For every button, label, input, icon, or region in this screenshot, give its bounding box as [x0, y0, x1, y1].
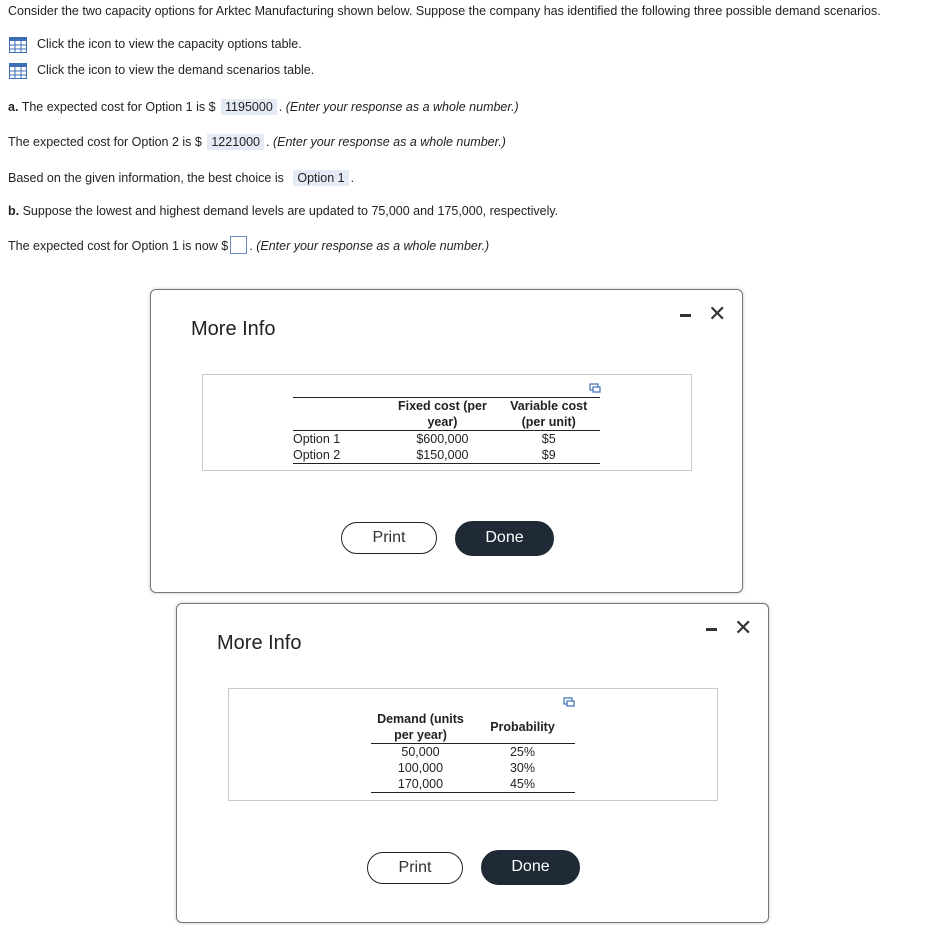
option2-cost-answer[interactable]: 1221000 [207, 134, 264, 150]
table-header: Variable cost (per unit) [510, 399, 588, 429]
part-a-label: a. [8, 100, 19, 114]
part-a-line: a. The expected cost for Option 1 is $ 1195000 . (Enter your response as a whole number.) [8, 100, 519, 114]
part-b-label: b. [8, 204, 20, 218]
option1-cost-answer[interactable]: 1195000 [221, 99, 277, 115]
option2-text: The expected cost for Option 2 is $ [8, 135, 202, 149]
option2-line: The expected cost for Option 2 is $ 1221000 . (Enter your response as a whole number.) [8, 135, 506, 149]
done-button[interactable]: Done [455, 521, 554, 556]
table-header [293, 398, 387, 431]
table-row [293, 447, 600, 464]
demand-scenarios-table [371, 711, 575, 793]
fixed-cost-cell: $600,000 [416, 432, 469, 446]
table-icon[interactable] [9, 63, 27, 79]
probability-cell: 30% [509, 761, 535, 775]
part-a-text: The expected cost for Option 1 is $ [21, 100, 216, 114]
dialog-title: More Info [217, 632, 302, 654]
copy-icon[interactable] [563, 697, 575, 707]
table-icon[interactable] [9, 37, 27, 53]
table-row [293, 431, 600, 448]
variable-cost-cell: $5 [541, 432, 556, 446]
copy-icon[interactable] [589, 383, 601, 393]
table-header: Fixed cost (per year) [397, 399, 487, 429]
demand-cell: 170,000 [397, 777, 444, 791]
option1-new-cost-input[interactable] [230, 236, 247, 254]
demand-table-link[interactable]: Click the icon to view the demand scenarios table. [37, 63, 315, 77]
table-row [371, 744, 575, 761]
close-icon[interactable]: ✕ [708, 301, 727, 326]
option2-hint: (Enter your response as a whole number.) [272, 135, 506, 149]
demand-cell: 100,000 [397, 761, 444, 775]
part-b-question-line: The expected cost for Option 1 is now $ . (Enter your response as a whole number.) [8, 236, 489, 254]
probability-cell: 45% [509, 777, 535, 791]
print-button[interactable]: Print [367, 852, 463, 884]
best-choice-line: Based on the given information, the best choice is Option 1 . [8, 171, 355, 185]
table-row [371, 760, 575, 776]
part-b-question-text: The expected cost for Option 1 is now $ [8, 239, 229, 253]
part-b-text: Suppose the lowest and highest demand levels are updated to 75,000 and 175,000, respectively. [22, 204, 559, 218]
fixed-cost-cell: $150,000 [416, 448, 469, 462]
variable-cost-cell: $9 [541, 448, 556, 462]
part-b-line [8, 204, 558, 218]
table-row [371, 776, 575, 793]
demand-cell: 50,000 [401, 745, 440, 759]
capacity-info-dialog [150, 289, 743, 593]
print-button[interactable]: Print [341, 522, 437, 554]
row-label: Option 1 [293, 432, 341, 446]
part-a-hint: (Enter your response as a whole number.) [285, 100, 519, 114]
table-header: Demand (units per year) [377, 712, 464, 742]
row-label: Option 2 [293, 448, 341, 462]
minimize-icon[interactable] [706, 628, 717, 631]
demand-table-container [228, 688, 718, 801]
minimize-icon[interactable] [680, 314, 691, 317]
best-choice-text: Based on the given information, the best choice is [8, 171, 284, 185]
capacity-options-table [293, 397, 600, 464]
close-icon[interactable]: ✕ [734, 615, 753, 640]
demand-info-dialog [176, 603, 769, 923]
probability-cell: 25% [509, 745, 535, 759]
table-header: Probability [490, 720, 555, 734]
done-button[interactable]: Done [481, 850, 580, 885]
best-choice-answer[interactable]: Option 1 [293, 170, 348, 186]
question-intro: Consider the two capacity options for Arktec Manufacturing shown below. Suppose the company has identified the following three possible demand scenarios. [8, 4, 881, 18]
capacity-table-container [202, 374, 692, 471]
capacity-table-link[interactable]: Click the icon to view the capacity options table. [37, 37, 302, 51]
dialog-title: More Info [191, 318, 276, 340]
part-b-hint: (Enter your response as a whole number.) [256, 239, 490, 253]
